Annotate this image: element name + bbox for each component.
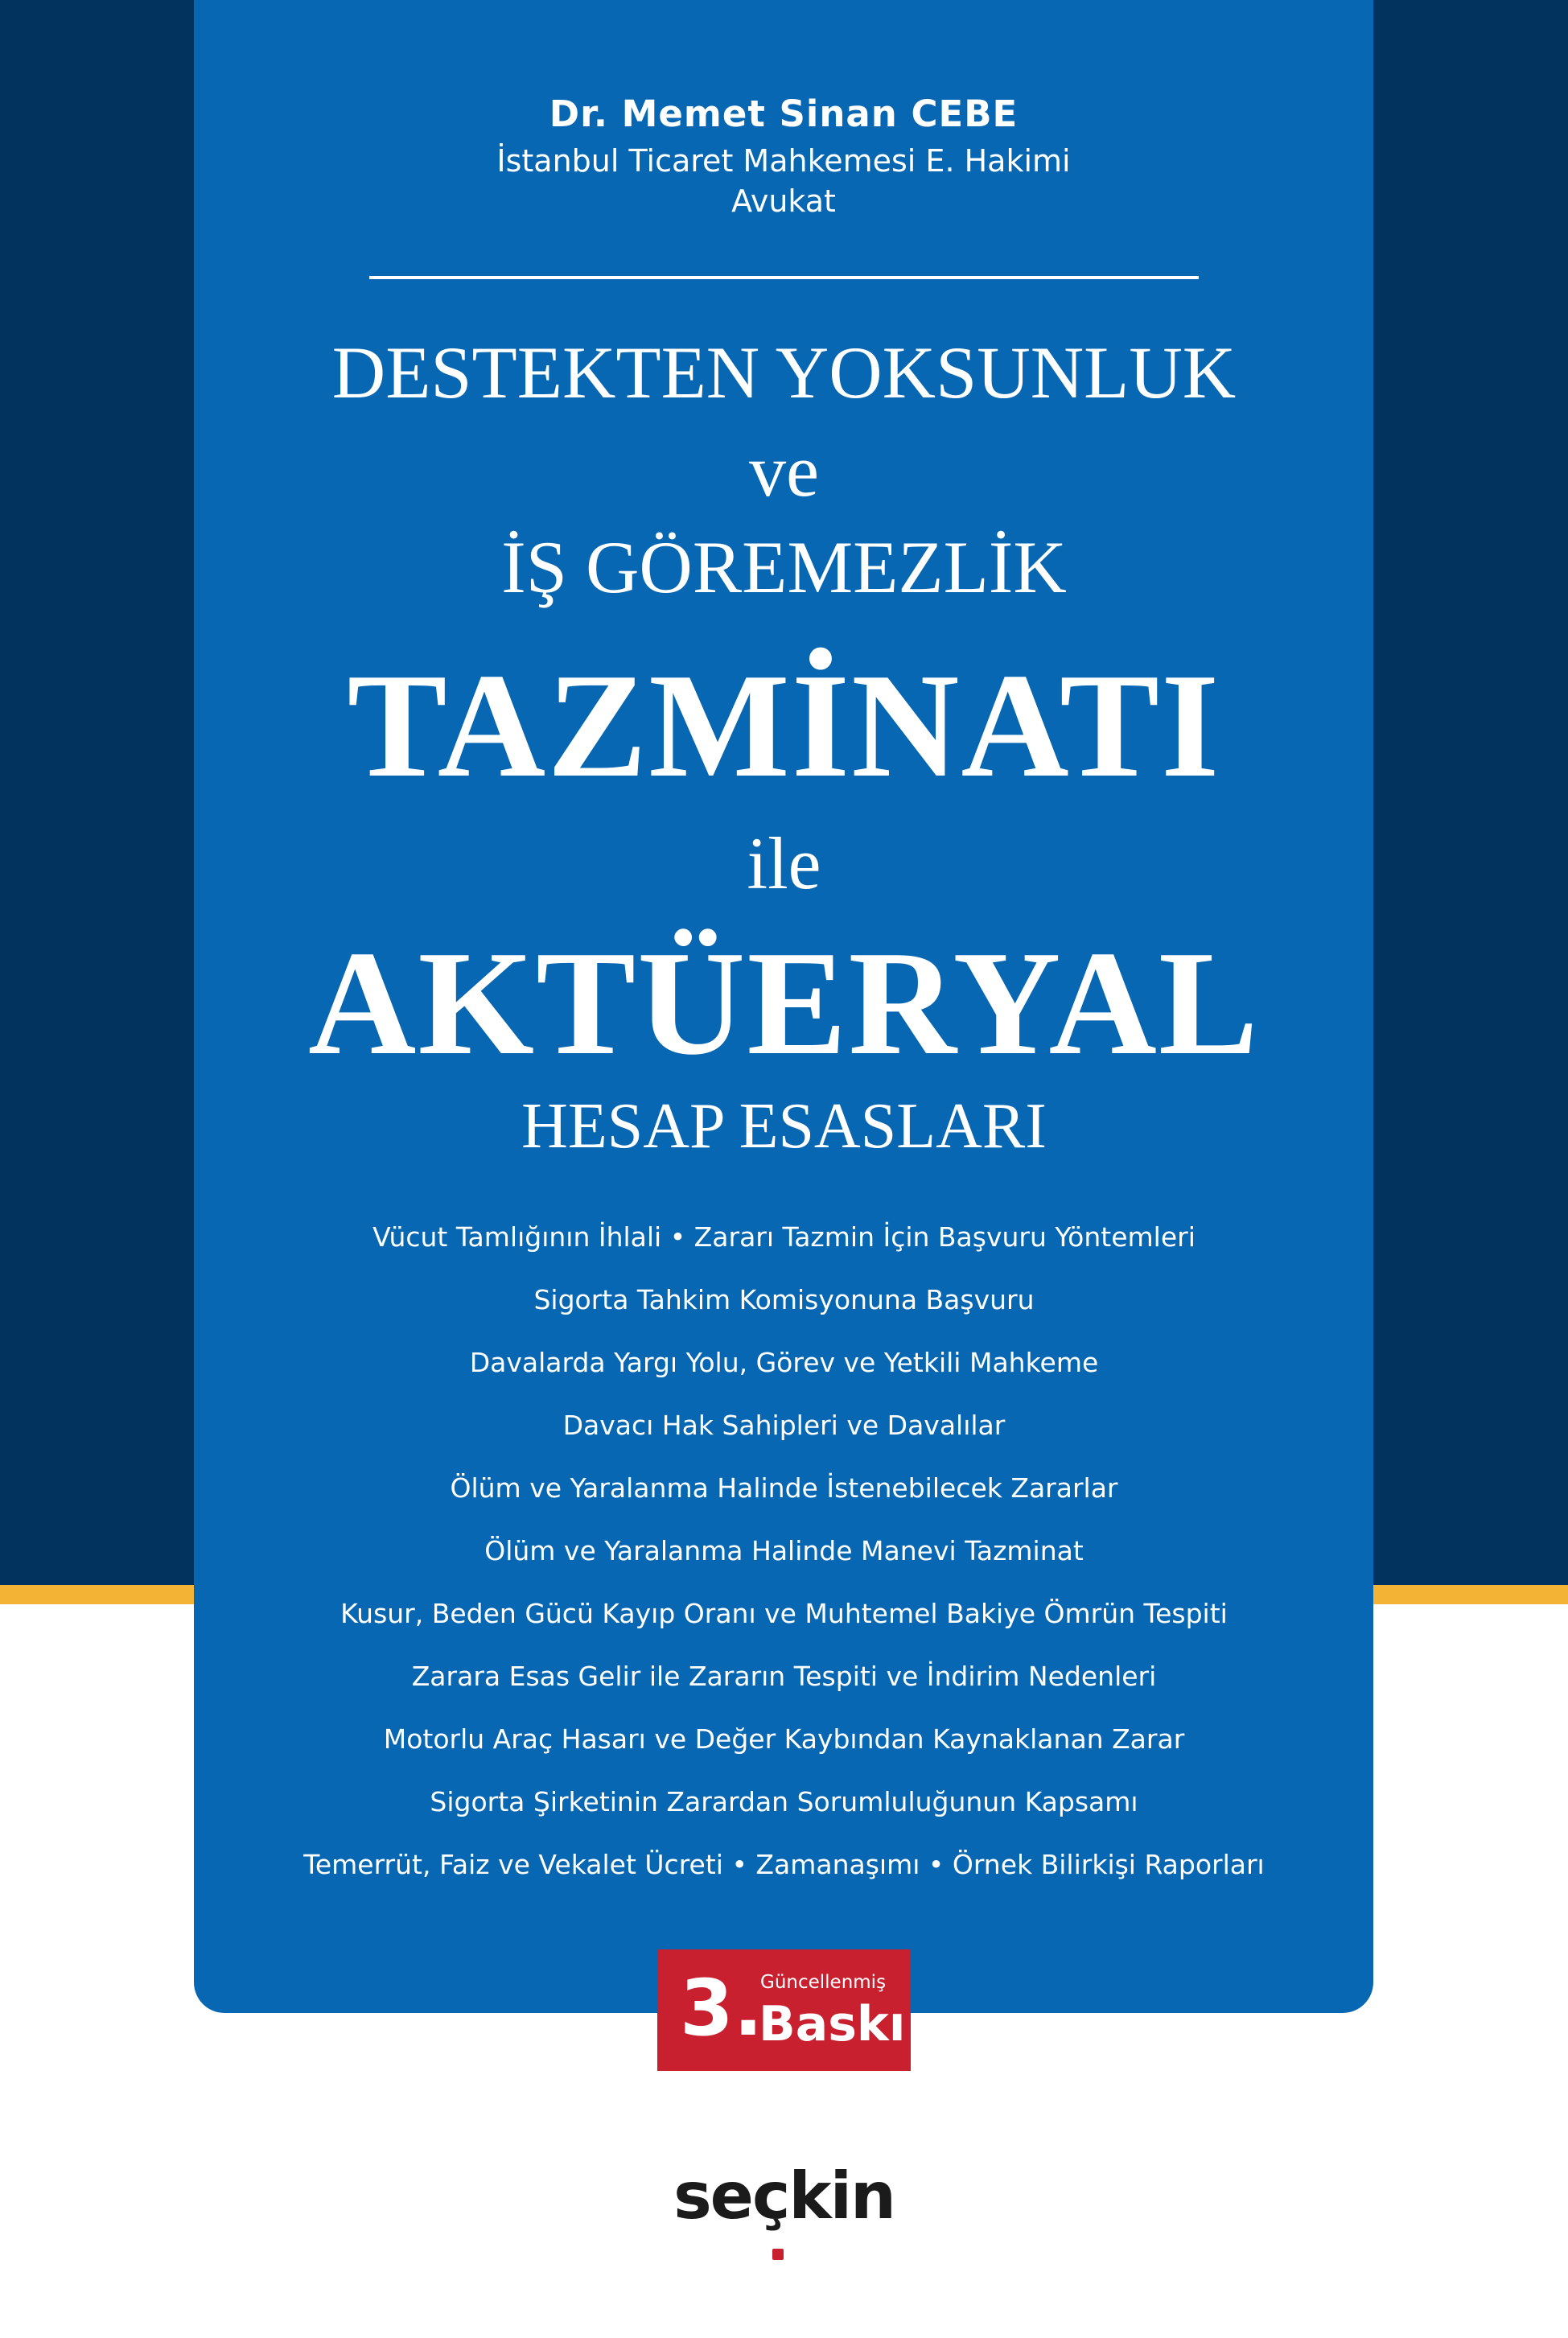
title-divider bbox=[369, 276, 1199, 279]
title-line-1: DESTEKTEN YOKSUNLUK bbox=[331, 331, 1237, 414]
author-profession: Avukat bbox=[731, 183, 836, 219]
edition-word: Baskı bbox=[759, 1996, 906, 2052]
title-line-5: ile bbox=[747, 822, 821, 904]
logo-accent-mark bbox=[772, 2249, 784, 2260]
topic-item: Kusur, Beden Gücü Kayıp Oranı ve Muhtemel Bakiye Ömrün Tespiti bbox=[340, 1598, 1228, 1629]
title-main-word: TAZMİNATI bbox=[347, 643, 1221, 809]
topic-item: Sigorta Şirketinin Zarardan Sorumluluğunun Kapsamı bbox=[430, 1786, 1138, 1817]
edition-qualifier: Güncellenmiş bbox=[760, 1972, 887, 1993]
topic-item: Sigorta Tahkim Komisyonuna Başvuru bbox=[533, 1284, 1035, 1315]
title-secondary-word: AKTÜERYAL bbox=[308, 920, 1260, 1086]
topic-item: Ölüm ve Yaralanma Halinde İstenebilecek Zararlar bbox=[450, 1472, 1118, 1504]
edition-badge bbox=[657, 1949, 911, 2071]
topic-item: Ölüm ve Yaralanma Halinde Manevi Tazminat bbox=[484, 1535, 1084, 1566]
topic-item: Zarara Esas Gelir ile Zararın Tespiti ve İndirim Nedenleri bbox=[411, 1661, 1157, 1692]
author-name: Dr. Memet Sinan CEBE bbox=[549, 93, 1019, 135]
title-line-7: HESAP ESASLARI bbox=[521, 1091, 1047, 1162]
title-line-2: ve bbox=[749, 430, 819, 512]
topic-item: Temerrüt, Faiz ve Vekalet Ücreti • Zamanaşımı • Örnek Bilirkişi Raporları bbox=[303, 1849, 1265, 1880]
topic-item: Davacı Hak Sahipleri ve Davalılar bbox=[562, 1410, 1006, 1441]
topic-item: Motorlu Araç Hasarı ve Değer Kaybından Kaynaklanan Zarar bbox=[383, 1723, 1185, 1755]
topic-item: Vücut Tamlığının İhlali • Zararı Tazmin İçin Başvuru Yöntemleri bbox=[372, 1221, 1196, 1253]
topic-item: Davalarda Yargı Yolu, Görev ve Yetkili Mahkeme bbox=[469, 1347, 1099, 1378]
author-position: İstanbul Ticaret Mahkemesi E. Hakimi bbox=[496, 143, 1071, 179]
publisher-logo: seçkin bbox=[673, 2159, 895, 2233]
edition-number: 3. bbox=[680, 1963, 763, 2053]
title-line-3: İŞ GÖREMEZLİK bbox=[501, 526, 1067, 608]
